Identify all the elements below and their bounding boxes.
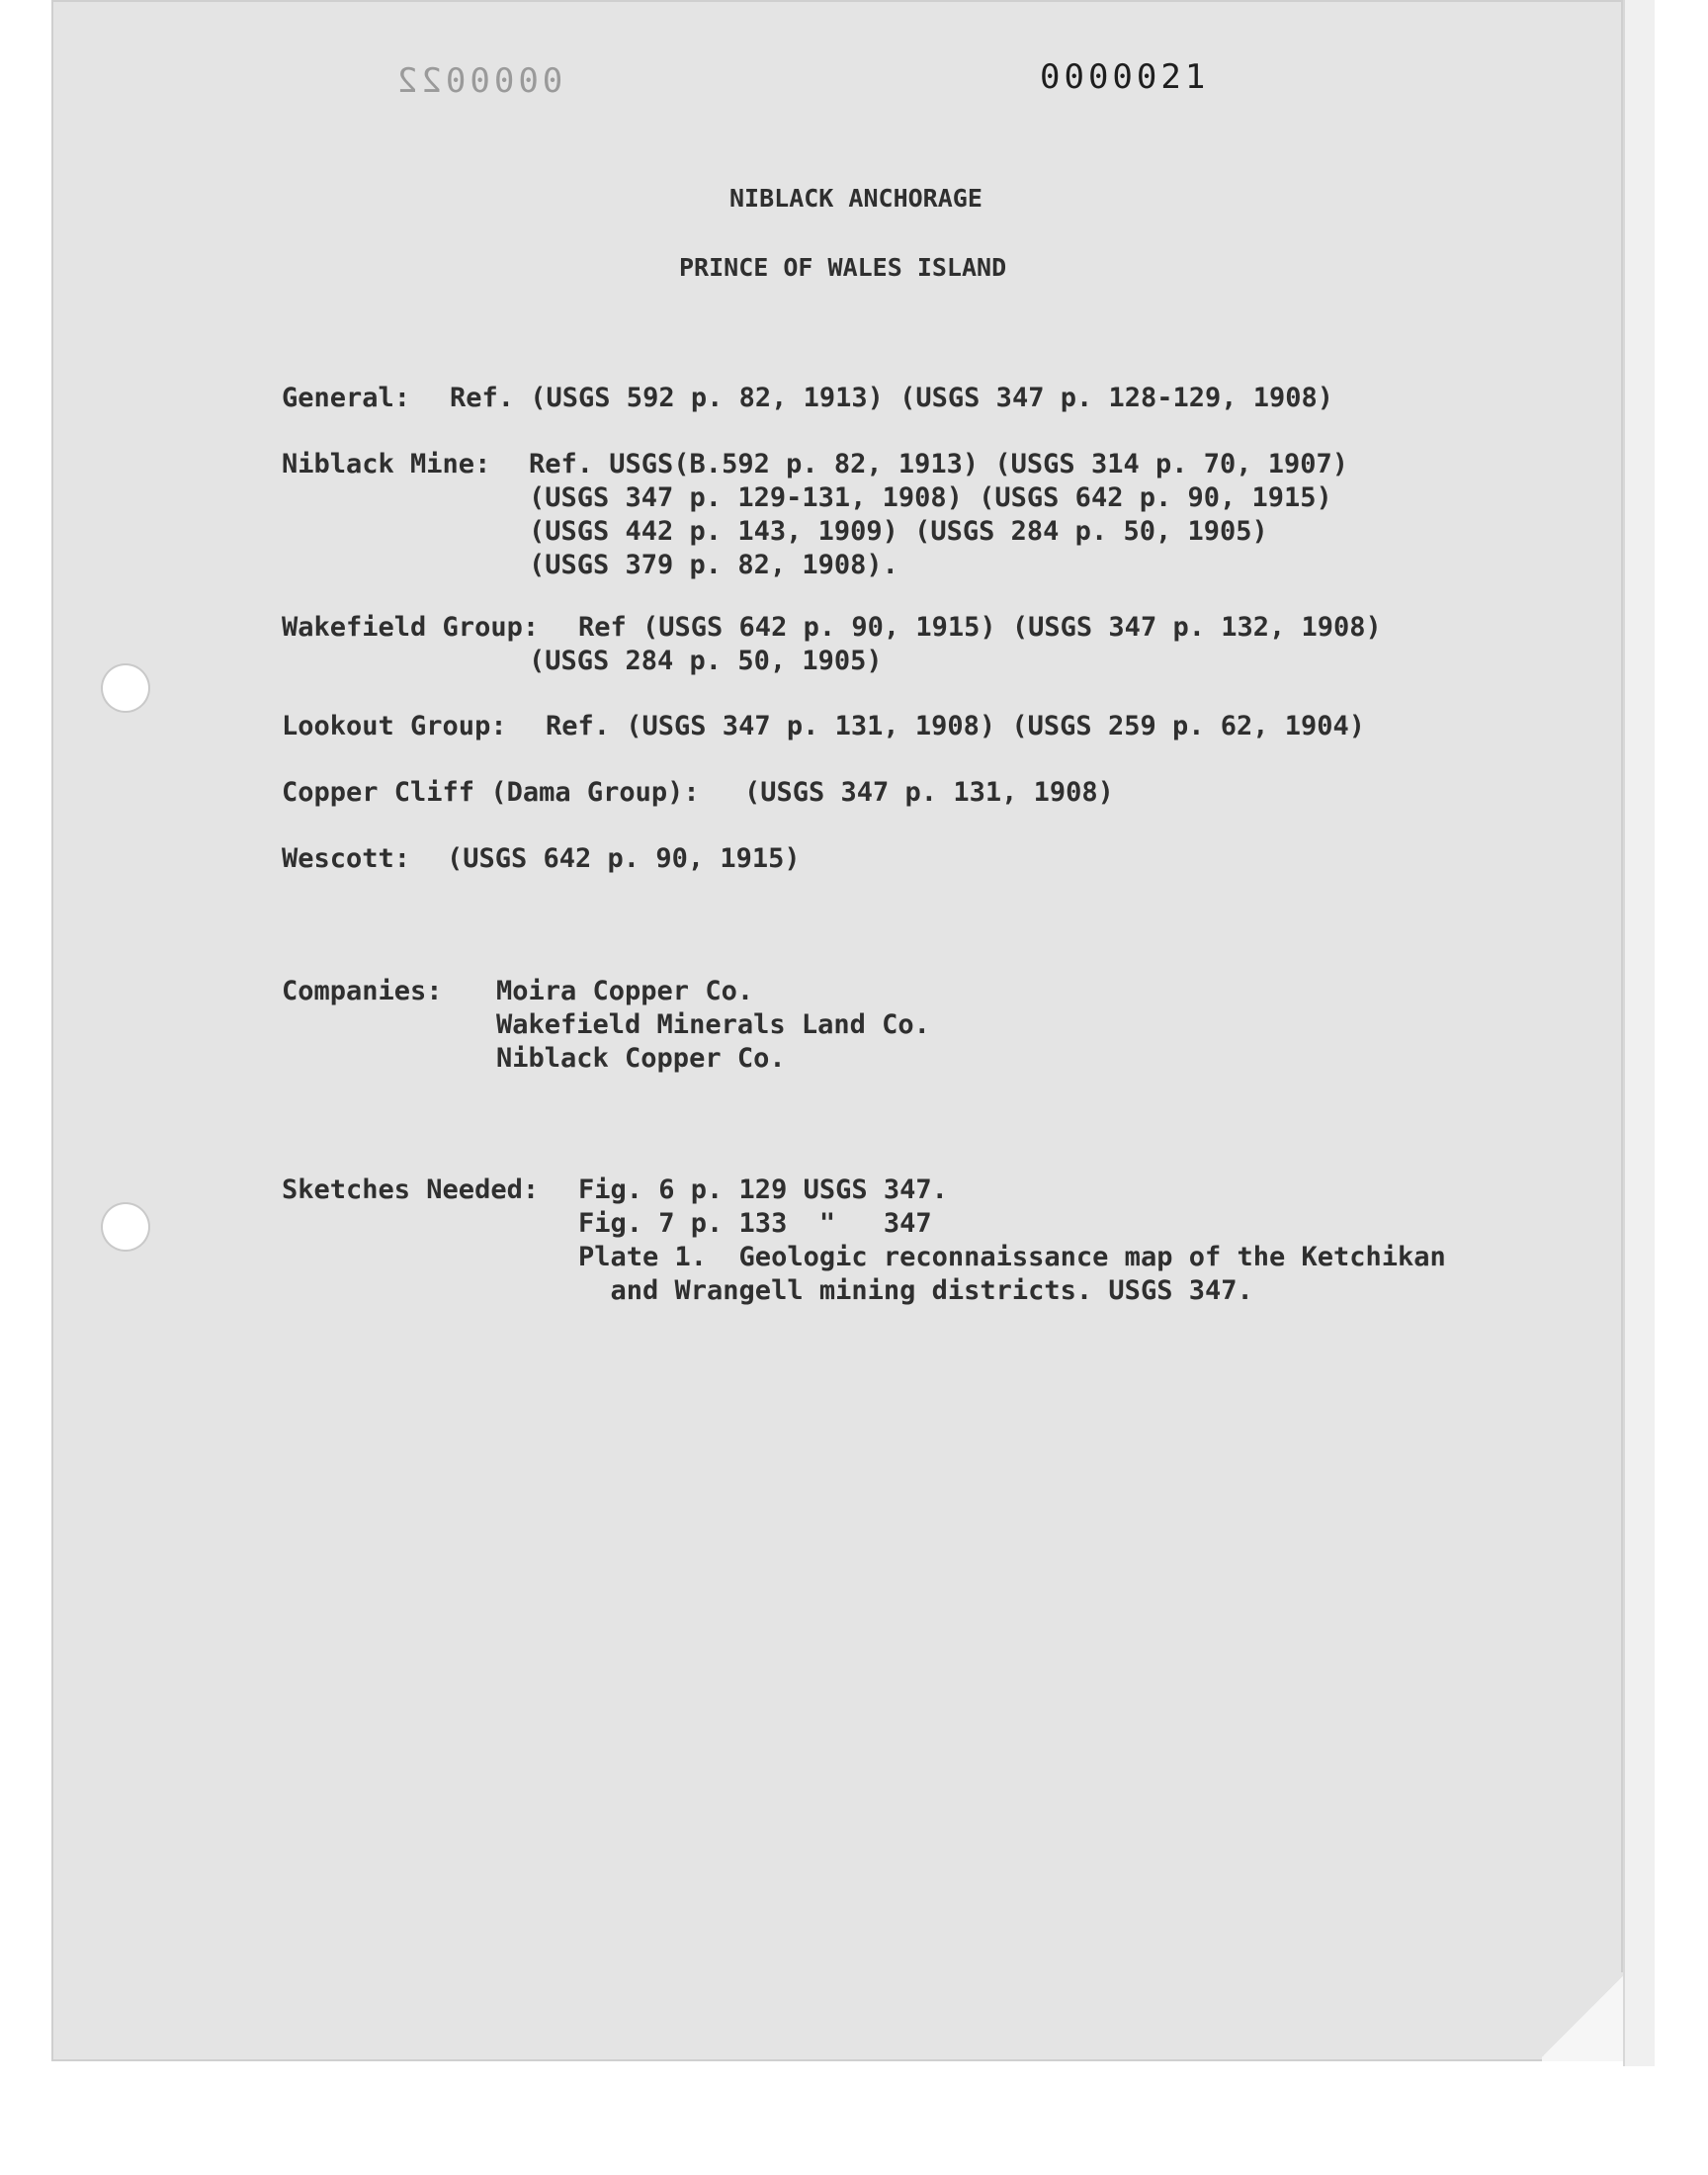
sketch-item: Fig. 6 p. 129 USGS 347. bbox=[578, 1174, 948, 1205]
niblack-mine-label: Niblack Mine: bbox=[282, 449, 491, 479]
wakefield-group-ref-line: (USGS 284 p. 50, 1905) bbox=[529, 646, 883, 676]
copper-cliff-ref-line: (USGS 347 p. 131, 1908) bbox=[744, 777, 1114, 808]
company-item: Niblack Copper Co. bbox=[496, 1043, 786, 1074]
mirrored-number-stamp: 0000022 bbox=[393, 61, 563, 101]
sketches-needed-label: Sketches Needed: bbox=[282, 1174, 540, 1205]
document-number-stamp: 0000021 bbox=[1040, 57, 1210, 97]
niblack-mine-ref-line: (USGS 347 p. 129-131, 1908) (USGS 642 p. 90, 1915) bbox=[529, 482, 1332, 513]
punch-hole bbox=[103, 665, 148, 711]
page-edge bbox=[1623, 0, 1655, 2066]
wescott-label: Wescott: bbox=[282, 843, 411, 874]
sketch-item: Plate 1. Geologic reconnaissance map of the Ketchikan bbox=[578, 1242, 1446, 1272]
sketch-item: and Wrangell mining districts. USGS 347. bbox=[578, 1275, 1253, 1306]
page-subtitle: PRINCE OF WALES ISLAND bbox=[679, 253, 1007, 282]
niblack-mine-ref-line: (USGS 442 p. 143, 1909) (USGS 284 p. 50, 1905) bbox=[529, 516, 1268, 547]
wakefield-group-label: Wakefield Group: bbox=[282, 612, 540, 643]
company-item: Wakefield Minerals Land Co. bbox=[496, 1009, 930, 1040]
general-ref-line: Ref. (USGS 592 p. 82, 1913) (USGS 347 p. 128-129, 1908) bbox=[450, 383, 1334, 413]
copper-cliff-label: Copper Cliff (Dama Group): bbox=[282, 777, 700, 808]
lookout-group-ref-line: Ref. (USGS 347 p. 131, 1908) (USGS 259 p. 62, 1904) bbox=[546, 711, 1366, 741]
sketch-item: Fig. 7 p. 133 " 347 bbox=[578, 1208, 932, 1239]
wescott-ref-line: (USGS 642 p. 90, 1915) bbox=[447, 843, 801, 874]
lookout-group-label: Lookout Group: bbox=[282, 711, 507, 741]
companies-label: Companies: bbox=[282, 976, 443, 1006]
general-label: General: bbox=[282, 383, 411, 413]
company-item: Moira Copper Co. bbox=[496, 976, 754, 1006]
punch-hole bbox=[103, 1204, 148, 1250]
niblack-mine-ref-line: (USGS 379 p. 82, 1908). bbox=[529, 550, 898, 580]
wakefield-group-ref-line: Ref (USGS 642 p. 90, 1915) (USGS 347 p. 132, 1908) bbox=[578, 612, 1382, 643]
niblack-mine-ref-line: Ref. USGS(B.592 p. 82, 1913) (USGS 314 p. 70, 1907) bbox=[529, 449, 1349, 479]
page-title: NIBLACK ANCHORAGE bbox=[729, 184, 982, 213]
folded-corner bbox=[1542, 1972, 1623, 2061]
